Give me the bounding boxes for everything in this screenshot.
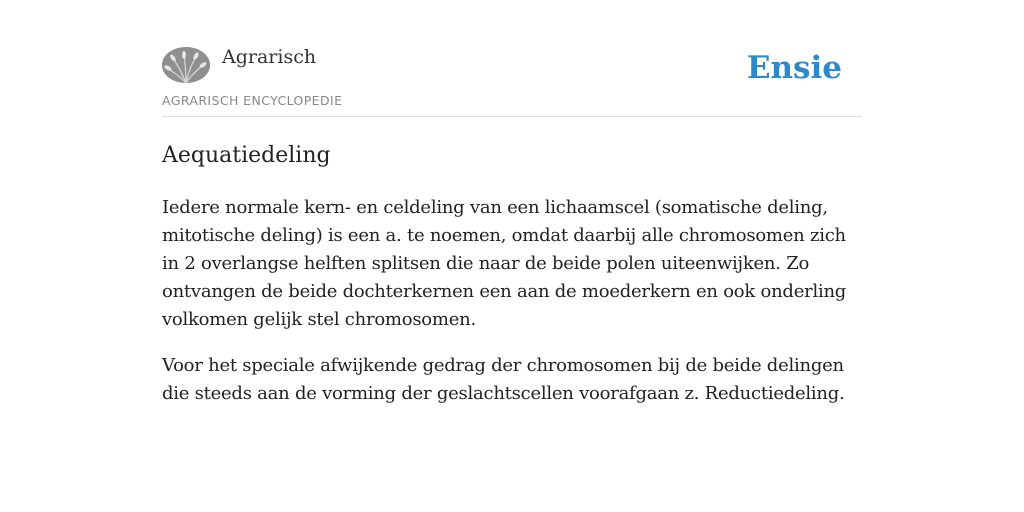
article-paragraph: Iedere normale kern- en celdeling van een lichaamscel (somatische deling, mitotische deling) is een a. te noemen, omdat daarbij alle chromosomen zich in 2 overlangse helften splitsen die naar de beide polen uiteenwijken. Zo ontvangen de beide dochterkernen een aan de moederkern en ook onderling volkomen gelijk stel chromosomen. [162, 197, 847, 330]
article-paragraph: Voor het speciale afwijkende gedrag der chromosomen bij de beide delingen die steeds aan de vorming der geslachtscellen voorafgaan z. Reductiedeling. [162, 355, 845, 404]
ensie-logo-link[interactable]: Ensie [746, 50, 842, 86]
header [162, 0, 862, 117]
article-title: Aequatiedeling [162, 143, 331, 168]
site-subtitle: AGRARISCH ENCYCLOPEDIE [162, 93, 343, 108]
page [162, 0, 862, 408]
site-name[interactable]: Agrarisch [222, 46, 317, 68]
wheat-icon[interactable] [162, 47, 210, 83]
